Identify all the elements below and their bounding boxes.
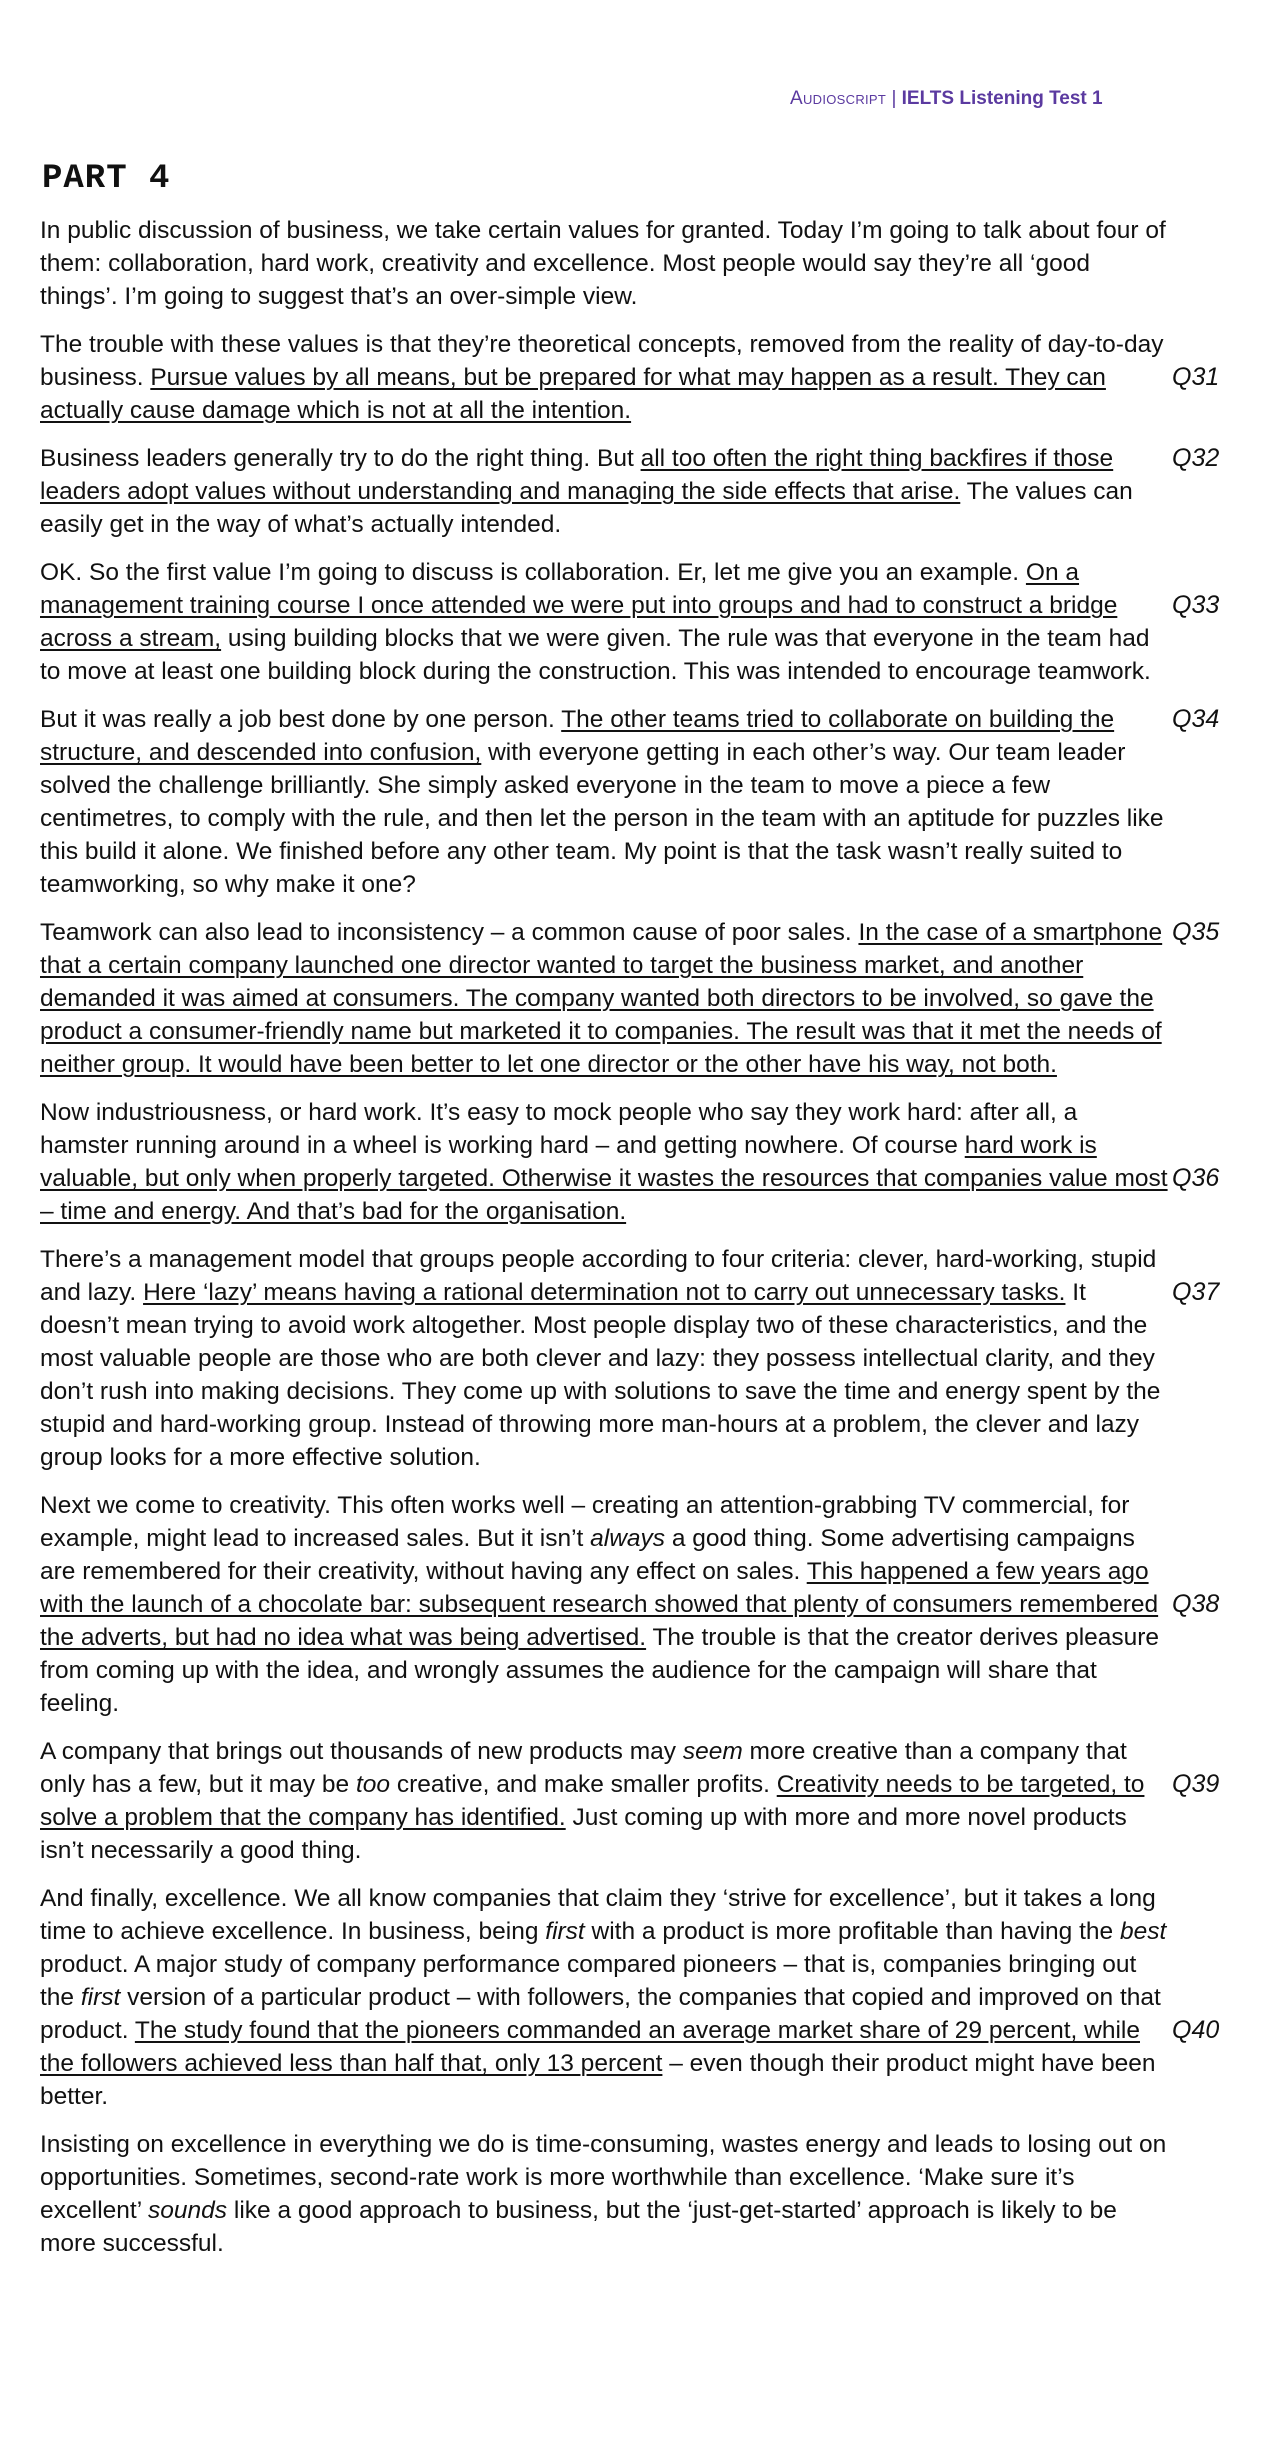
answer-underline-text: The other teams tried to collaborate on building the structure, and descended into confusion, xyxy=(40,706,1115,766)
question-marker: Q37 xyxy=(1172,1278,1220,1306)
paragraph-text: with a product is more profitable than having the xyxy=(584,1918,1120,1945)
paragraph-text: using building blocks that we were given. The rule was that everyone in the team had to move at least one building block during the construction. This was intended to encourage teamwork. xyxy=(40,625,1151,685)
question-marker: Q36 xyxy=(1172,1164,1220,1192)
emphasis-text: best xyxy=(1119,1918,1167,1945)
paragraph-text: But it was really a job best done by one person. xyxy=(40,706,562,733)
question-marker: Q40 xyxy=(1172,2016,1220,2044)
paragraph-text: Insisting on excellence in everything we do is time-consuming, wastes energy and leads to losing out on opportunities. Sometimes, second-rate work is more worthwhile than excellence. ‘Make sure it’s excellent’ xyxy=(40,2131,1167,2224)
paragraph-text: like a good approach to business, but the ‘just-get-started’ approach is likely to be more successful. xyxy=(40,2197,1117,2257)
paragraph-text: with everyone getting in each other’s way. Our team leader solved the challenge brilliantly. She simply asked everyone in the team to move a piece a few centimetres, to comply with the rule, and then let the person in the team with an aptitude for puzzles like this build it alone. We finished before any other team. My point is that the task wasn’t really suited to teamworking, so why make it one? xyxy=(40,739,1164,898)
paragraph xyxy=(40,1882,1220,2113)
paragraph xyxy=(40,328,1220,427)
audioscript-body xyxy=(40,214,1270,2275)
question-marker: Q32 xyxy=(1172,444,1220,472)
paragraph-text: There’s a management model that groups people according to four criteria: clever, hard-working, stupid and lazy. xyxy=(40,1246,1157,1306)
paragraph xyxy=(40,916,1220,1081)
paragraph-text: The trouble is that the creator derives pleasure from coming up with the idea, and wrongly assumes the audience for the campaign will share that feeling. xyxy=(40,1624,1160,1717)
paragraph-text: Next we come to creativity. This often works well – creating an attention-grabbing TV commercial, for example, might lead to increased sales. But it isn’t xyxy=(40,1492,1130,1552)
paragraph-text: creative, and make smaller profits. xyxy=(390,1771,777,1798)
header-separator: | xyxy=(891,88,897,109)
emphasis-text: first xyxy=(80,1984,121,2011)
answer-underline-text: The study found that the pioneers commanded an average market share of 29 percent, while the followers achieved less than half that, only 13 percent xyxy=(40,2017,1140,2077)
paragraph-text: Teamwork can also lead to inconsistency – a common cause of poor sales. xyxy=(40,919,859,946)
answer-underline-text: Pursue values by all means, but be prepared for what may happen as a result. They can actually cause damage which is not at all the intention. xyxy=(40,364,1106,424)
question-marker: Q38 xyxy=(1172,1590,1220,1618)
answer-underline-text: hard work is valuable, but only when properly targeted. Otherwise it wastes the resources that companies value most – time and energy. And that’s bad for the organisation. xyxy=(40,1132,1168,1225)
answer-underline-text: This happened a few years ago with the launch of a chocolate bar: subsequent research showed that plenty of consumers remembered the adverts, but had no idea what was being advertised. xyxy=(40,1558,1159,1651)
answer-underline-text: all too often the right thing backfires if those leaders adopt values without understanding and managing the side effects that arise. xyxy=(40,445,1114,505)
paragraph-text: A company that brings out thousands of new products may xyxy=(40,1738,683,1765)
paragraph-text: a good thing. Some advertising campaigns are remembered for their creativity, without having any effect on sales. xyxy=(40,1525,1135,1585)
paragraph xyxy=(40,2128,1170,2260)
answer-underline-text: On a management training course I once attended we were put into groups and had to construct a bridge across a stream, xyxy=(40,559,1118,652)
audioscript-header xyxy=(790,88,1103,110)
answer-underline-text: Here ‘lazy’ means having a rational determination not to carry out unnecessary tasks. xyxy=(143,1279,1066,1306)
emphasis-text: always xyxy=(590,1525,666,1552)
paragraph xyxy=(40,1489,1220,1720)
paragraph-text: And finally, excellence. We all know companies that claim they ‘strive for excellence’, but it takes a long time to achieve excellence. In business, being xyxy=(40,1885,1156,1945)
paragraph-text: more creative than a company that only has a few, but it may be xyxy=(40,1738,1127,1798)
paragraph xyxy=(40,1735,1220,1867)
paragraph-text: version of a particular product – with followers, the companies that copied and improved on that product. xyxy=(40,1984,1161,2044)
paragraph-text: The values can easily get in the way of what’s actually intended. xyxy=(40,478,1133,538)
question-marker: Q31 xyxy=(1172,363,1220,391)
header-section-label: Audioscript xyxy=(790,88,887,109)
paragraph xyxy=(40,1096,1220,1228)
question-marker: Q33 xyxy=(1172,591,1220,619)
emphasis-text: too xyxy=(355,1771,391,1798)
paragraph-text: In public discussion of business, we take certain values for granted. Today I’m going to talk about four of them: collaboration, hard work, creativity and excellence. Most people would say they’re all ‘good things’. I’m going to suggest that’s an over-simple view. xyxy=(40,217,1166,310)
paragraph-text: product. A major study of company performance compared pioneers – that is, companies bringing out the xyxy=(40,1951,1137,2011)
paragraph xyxy=(40,442,1220,541)
paragraph-text: OK. So the first value I’m going to discuss is collaboration. Er, let me give you an example. xyxy=(40,559,1026,586)
emphasis-text: first xyxy=(545,1918,585,1945)
question-marker: Q39 xyxy=(1172,1770,1220,1798)
question-marker: Q34 xyxy=(1172,705,1220,733)
paragraph-text: Business leaders generally try to do the right thing. But xyxy=(40,445,641,472)
paragraph-text: The trouble with these values is that they’re theoretical concepts, removed from the reality of day-to-day business. xyxy=(40,331,1164,391)
paragraph-text: Just coming up with more and more novel products isn’t necessarily a good thing. xyxy=(40,1804,1127,1864)
emphasis-text: seem xyxy=(682,1738,743,1765)
emphasis-text: sounds xyxy=(148,2197,228,2224)
paragraph-text: – even though their product might have been better. xyxy=(40,2050,1156,2110)
paragraph-text: It doesn’t mean trying to avoid work altogether. Most people display two of these characteristics, and the most valuable people are those who are both clever and lazy: they possess intellectual clarity, and they don’t rush into making decisions. They come up with solutions to save the time and energy spent by the stupid and hard-working group. Instead of throwing more man-hours at a problem, the clever and lazy group looks for a more effective solution. xyxy=(40,1279,1161,1471)
paragraph xyxy=(40,556,1220,688)
header-test-title: IELTS Listening Test 1 xyxy=(901,88,1103,109)
answer-underline-text: In the case of a smartphone that a certain company launched one director wanted to target the business market, and another demanded it was aimed at consumers. The company wanted both directors to be involved, so gave the product a consumer-friendly name but marketed it to companies. The result was that it met the needs of neither group. It would have been better to let one director or the other have his way, not both. xyxy=(40,919,1163,1078)
paragraph xyxy=(40,703,1220,901)
paragraph xyxy=(40,214,1170,313)
answer-underline-text: Creativity needs to be targeted, to solve a problem that the company has identified. xyxy=(40,1771,1145,1831)
question-marker: Q35 xyxy=(1172,918,1220,946)
part-title: PART 4 xyxy=(42,160,171,198)
paragraph xyxy=(40,1243,1220,1474)
paragraph-text: Now industriousness, or hard work. It’s easy to mock people who say they work hard: after all, a hamster running around in a wheel is working hard – and getting nowhere. Of course xyxy=(40,1099,1078,1159)
